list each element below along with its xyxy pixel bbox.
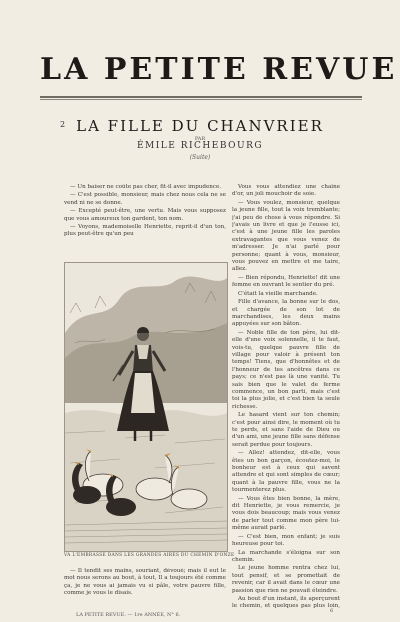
paragraph: — Vous voulez, monsieur, quelque la jeune fille, tout la voix tremblante; j'ai peu de chose à vous répondre. Si j'avais un livre et que je l'eusse ici, c'est à une jeune fille les paroles extravagantes que vous venez de m'adresser. Je n'ai parlé pour personne; quant à vous, monsieur, vous pouvez en mettre et me taire, allez. (232, 199, 340, 273)
masthead-rule-thick (40, 96, 362, 98)
paragraph: Le jeune homme rentra chez lui, tout pensif, et se promettait de revenir, car il avait dans le cœur une passion que rien ne pouvait éteindre. (232, 565, 340, 594)
illustration-caption: VA L'EMBRASSE DANS LES GRANDES AIRES DU CHEMIN D'ONZE (64, 553, 235, 558)
byline-suite: (Suite) (189, 154, 211, 161)
paragraph: La marchande s'éloigna sur son chemin. (232, 549, 340, 563)
paragraph: — Bien répondu, Henriette! dit une femme en ouvrant le sentier du pré. (232, 274, 340, 289)
paragraph: — Noble fille de ton père, lui dit-elle d'une voix solennelle, il te faut, vois-tu, quelque pauvre fille de village pour valoir à présent ton temps! Tiens, que d'honnêtes et de l'honneur de tes ancêtres dans ce pays; ce n'est pas là une vanité. Tu sais bien que le valet de ferme commence, un bon parti, mais c'est toi la plus jolie, et c'est bien ta seule richesse. (232, 329, 340, 410)
footer-page-mark: 6 (330, 608, 334, 614)
paragraph: Au bout d'un instant, ils aperçurent le chemin, et quelques pas plus loin, (232, 595, 340, 610)
left-column-bottom (64, 568, 226, 608)
engraving-drawing (65, 263, 227, 551)
paragraph: Fille d'avance, la bonne sur le dos, et chargée de son lot de marchandises, les deux mains appuyées sur son bâton. (232, 299, 340, 328)
left-column-top (64, 184, 226, 258)
paragraph: C'était la vieille marchande. (238, 290, 318, 297)
byline-author: ÉMILE RICHEBOURG (136, 141, 264, 151)
page-number: 2 (60, 120, 66, 129)
paragraph: — Voyons, mademoiselle Henriette, reprit-il d'un ton, plus peut-être qu'un peu (64, 224, 226, 238)
paragraph: — C'est bien, mon enfant; je suis heureuse pour toi. (232, 533, 340, 548)
byline-par: PAR (194, 136, 206, 142)
paragraph: Le hasard vient sur ton chemin; c'est pour ainsi dire, le moment où tu te perds, et sans l'aide de Dieu ou d'un ami, une jeune fille sans défense serait perdue pour toujours. (232, 412, 340, 448)
paragraph: — Un baiser ne coûte pas cher, fit-il avec impudence. (70, 184, 222, 190)
masthead-rule-thin (40, 99, 362, 100)
story-title: LA FILLE DU CHANVRIER (76, 117, 324, 135)
right-column (232, 184, 340, 610)
masthead: LA PETITE REVUE (40, 52, 398, 87)
paragraph: — Il tendit ses mains, souriant, dévoué; mais il eut le mot nous serons au bout, à tout, Il a toujours été comme ça, je ne vous ai jamais vu si pâle, votre pauvre fille, comme je vous le disais. (64, 568, 226, 597)
paragraph: Vous vous attendiez une chaîne d'or, un joli mouchoir de soie. (232, 184, 340, 198)
paragraph: — C'est possible, monsieur, mais chez nous cela ne se vend ni ne se donne. (64, 192, 226, 206)
paragraph: — Vous êtes bien bonne, la mère, dit Henriette, je vous remercie, je vous dois beaucoup; mais vous venez de parler tout comme mon père lui-même aurait parlé. (232, 495, 340, 532)
paragraph: — Allez! attendez, dit-elle, vous êtes un bon garçon, écoutez-moi, le bonheur est à ceux qui savent attendre et qui sont simples de cœur; quant à la pauvre fille, vous ne la tourmenterez plus. (232, 450, 340, 494)
paragraph: — Excepté peut-être, une vertu. Mais vous supposez que vous amoureux ton gardent, ton nom. (64, 208, 226, 222)
footer-issue-line: LA PETITE REVUE. — 1re ANNÉE, N° 6. (76, 612, 181, 618)
engraving-illustration (64, 262, 228, 552)
